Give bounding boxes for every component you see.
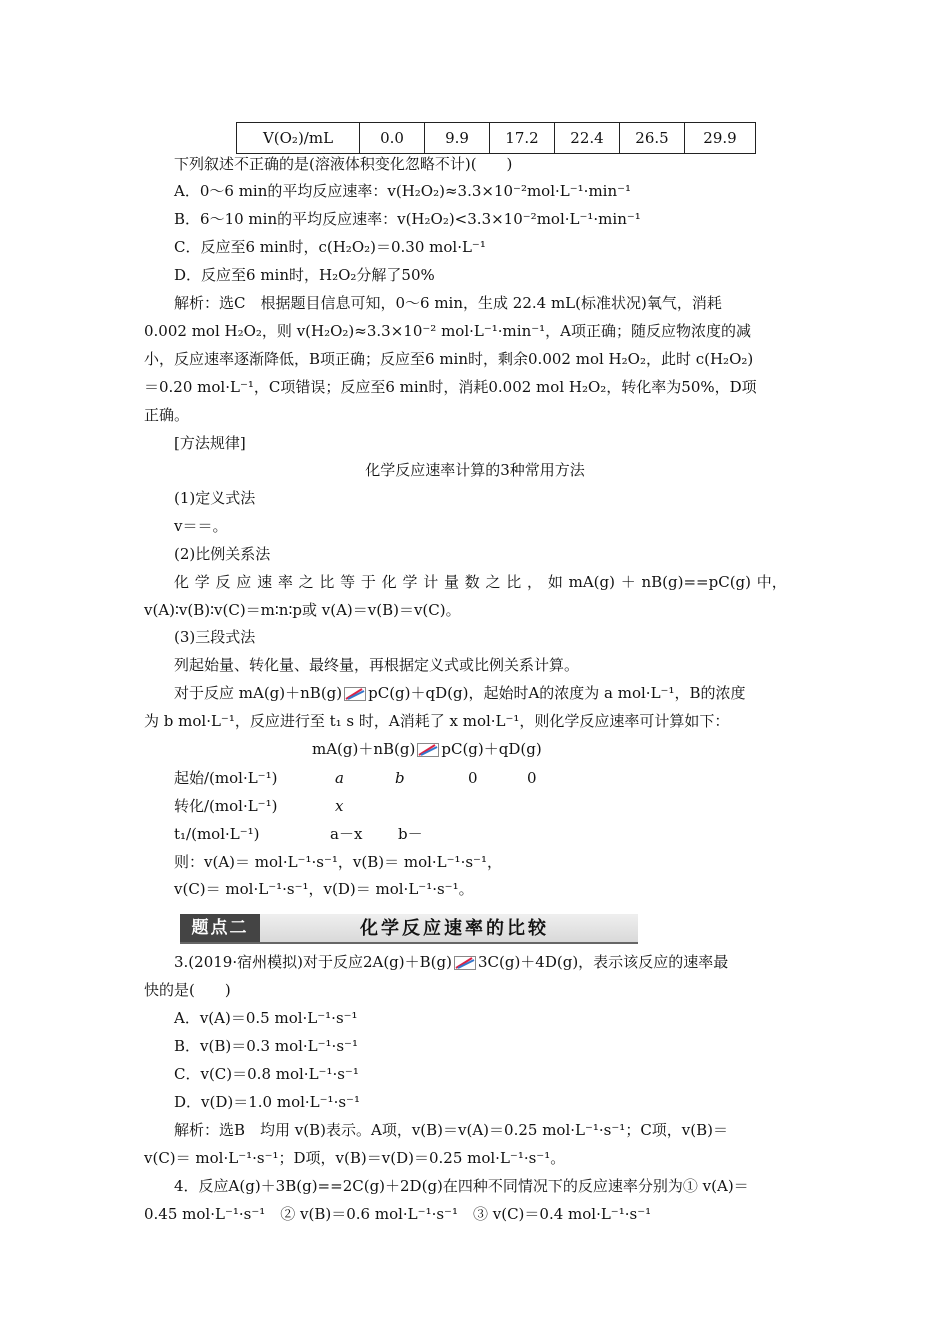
analysis-line: ＝0.20 mol·L⁻¹，C项错误；反应至6 min时，消耗0.002 mol H₂O₂，转化率为50%，D项	[144, 378, 757, 396]
question-4: 4．反应A(g)＋3B(g)==2C(g)＋2D(g)在四种不同情况下的反应速率分别为① v(A)＝	[174, 1177, 749, 1195]
q3-option-c: C．v(C)＝0.8 mol·L⁻¹·s⁻¹	[174, 1065, 359, 1083]
reaction-left: 对于反应 mA(g)＋nB(g)	[174, 684, 343, 702]
table-row	[237, 123, 756, 154]
analysis-line: 0.002 mol H₂O₂，则 v(H₂O₂)≈3.3×10⁻² mol·L⁻¹·min⁻¹，A项正确；随反应物浓度的减	[144, 322, 751, 340]
three-stage-equation	[312, 739, 542, 759]
row-label-change: 转化/(mol·L⁻¹)	[174, 797, 278, 815]
reaction-right: pC(g)＋qD(g)，起始时A的浓度为 a mol·L⁻¹，B的浓度	[368, 684, 746, 702]
method-1: (1)定义式法	[174, 489, 256, 507]
analysis-line: 解析：选C 根据题目信息可知，0～6 min，生成 22.4 mL(标准状况)氧气，消耗	[174, 294, 722, 312]
reversible-arrow-icon	[417, 743, 439, 757]
method-title: 化学反应速率计算的3种常用方法	[365, 461, 585, 479]
q3-option-b: B．v(B)＝0.3 mol·L⁻¹·s⁻¹	[174, 1037, 358, 1055]
row-label-start: 起始/(mol·L⁻¹)	[174, 769, 278, 787]
question-text: 下列叙述不正确的是(溶液体积变化忽略不计)( )	[174, 155, 513, 173]
rate-result: 则：v(A)＝ mol·L⁻¹·s⁻¹，v(B)＝ mol·L⁻¹·s⁻¹，	[174, 853, 502, 871]
t1-a: a－x	[330, 825, 363, 843]
table-cell: 22.4	[555, 123, 620, 154]
start-a: a	[335, 769, 344, 787]
method-1-eq: v＝＝。	[174, 517, 228, 535]
table-cell: 26.5	[620, 123, 685, 154]
rate-result: v(C)＝ mol·L⁻¹·s⁻¹，v(D)＝ mol·L⁻¹·s⁻¹。	[174, 880, 474, 898]
start-d: 0	[527, 769, 537, 787]
question-3-left: 3.(2019·宿州模拟)对于反应2A(g)＋B(g)	[174, 953, 452, 971]
option-a: A．0～6 min的平均反应速率：v(H₂O₂)≈3.3×10⁻²mol·L⁻¹·min⁻¹	[174, 182, 632, 200]
method-2: (2)比例关系法	[174, 545, 271, 563]
change-a: x	[335, 797, 344, 815]
t1-b: b－	[398, 825, 423, 843]
start-c: 0	[468, 769, 478, 787]
table-cell: 0.0	[360, 123, 425, 154]
section-banner	[180, 914, 638, 944]
section-title: 化学反应速率的比较	[360, 918, 549, 939]
method-3: (3)三段式法	[174, 628, 256, 646]
option-d: D．反应至6 min时，H₂O₂分解了50%	[174, 266, 435, 284]
q3-analysis: v(C)＝ mol·L⁻¹·s⁻¹；D项，v(B)＝v(D)＝0.25 mol·L⁻¹·s⁻¹。	[144, 1149, 566, 1167]
method-heading: [方法规律]	[174, 434, 246, 452]
option-b: B．6～10 min的平均反应速率：v(H₂O₂)<3.3×10⁻²mol·L⁻¹·min⁻¹	[174, 210, 641, 228]
analysis-line: 正确。	[144, 406, 190, 424]
table-label-cell: V(O₂)/mL	[237, 123, 360, 154]
question-3	[174, 952, 728, 972]
table-cell: 17.2	[490, 123, 555, 154]
analysis-line: 小，反应速率逐渐降低，B项正确；反应至6 min时，剩余0.002 mol H₂O₂，此时 c(H₂O₂)	[144, 350, 754, 368]
method-2-text: v(A)∶v(B)∶v(C)＝m∶n∶p或 v(A)＝v(B)＝v(C)。	[144, 601, 461, 619]
method-3-text: 为 b mol·L⁻¹，反应进行至 t₁ s 时，A消耗了 x mol·L⁻¹，则化学反应速率可计算如下：	[144, 712, 730, 730]
method-3-reaction	[174, 683, 746, 703]
method-3-text: 列起始量、转化量、最终量，再根据定义式或比例关系计算。	[174, 656, 580, 674]
option-c: C．反应至6 min时，c(H₂O₂)＝0.30 mol·L⁻¹	[174, 238, 486, 256]
equation-left: mA(g)＋nB(g)	[312, 740, 416, 758]
o2-volume-table	[236, 122, 756, 154]
section-tag: 题点二	[180, 914, 260, 942]
question-3-cont: 快的是( )	[144, 981, 231, 999]
start-b: b	[395, 769, 405, 787]
question-3-right: 3C(g)＋4D(g)，表示该反应的速率最	[477, 953, 729, 971]
row-label-t1: t₁/(mol·L⁻¹)	[174, 825, 260, 843]
q3-option-d: D．v(D)＝1.0 mol·L⁻¹·s⁻¹	[174, 1093, 360, 1111]
q3-option-a: A．v(A)＝0.5 mol·L⁻¹·s⁻¹	[174, 1009, 358, 1027]
q3-analysis: 解析：选B 均用 v(B)表示。A项，v(B)＝v(A)＝0.25 mol·L⁻¹·s⁻¹；C项，v(B)＝	[174, 1121, 728, 1139]
equation-right: pC(g)＋qD(g)	[441, 740, 542, 758]
table-cell: 9.9	[425, 123, 490, 154]
reversible-arrow-icon	[454, 956, 476, 970]
method-2-text: 化 学 反 应 速 率 之 比 等 于 化 学 计 量 数 之 比 ， 如 mA(g) ＋ nB(g)==pC(g) 中，	[174, 573, 787, 591]
reversible-arrow-icon	[344, 687, 366, 701]
question-4-cont: 0.45 mol·L⁻¹·s⁻¹ ② v(B)＝0.6 mol·L⁻¹·s⁻¹ ③ v(C)＝0.4 mol·L⁻¹·s⁻¹	[144, 1205, 652, 1223]
table-cell: 29.9	[685, 123, 756, 154]
